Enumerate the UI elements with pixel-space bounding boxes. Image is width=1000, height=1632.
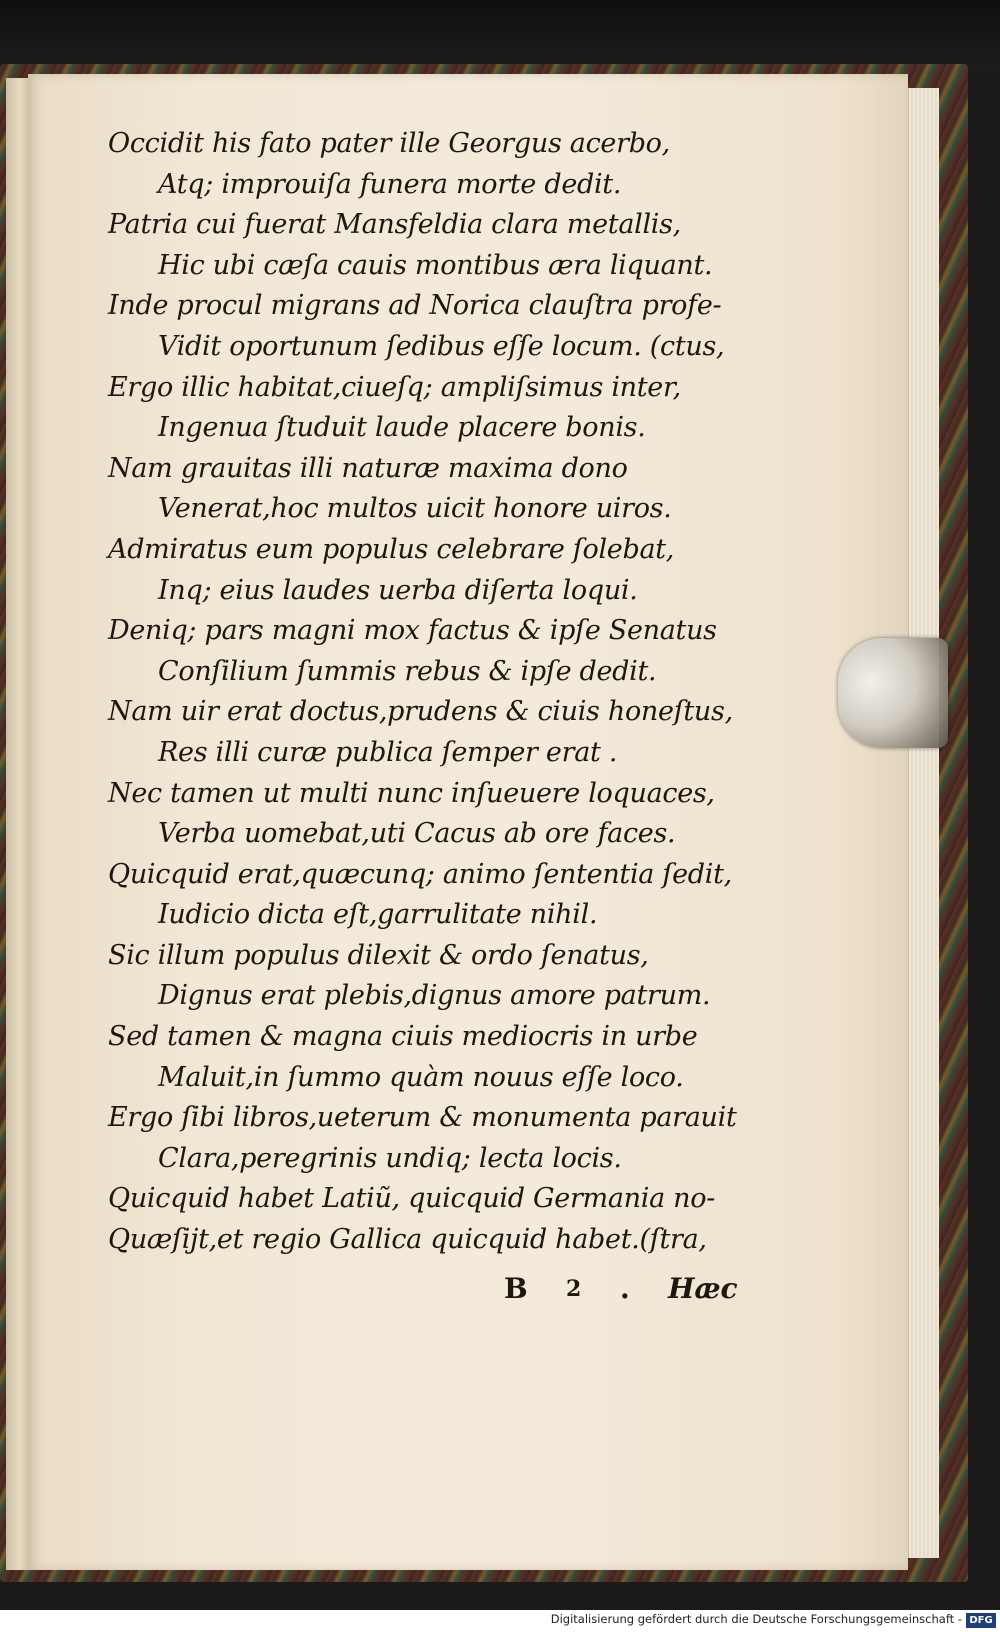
catchword: Hæc (668, 1272, 738, 1305)
verse-text-block (108, 124, 868, 1261)
verse-line: Nec tamen ut multi nunc inſueuere loquaces, (108, 777, 715, 809)
verse-line: Ergo ſibi libros,ueterum & monumenta parauit (108, 1102, 737, 1134)
verse-line: Deniq; pars magni mox factus & ipſe Senatus (108, 615, 717, 647)
verse-line: Conſilium ſummis rebus & ipſe dedit. (158, 655, 657, 687)
verse-line: Admiratus eum populus celebrare ſolebat, (108, 533, 675, 565)
verse-line: Inq; eius laudes uerba diſerta loqui. (158, 574, 638, 606)
verse-line: Dignus erat plebis,dignus amore patrum. (158, 980, 711, 1012)
page-signature-line (108, 1272, 738, 1312)
verse-line: Sed tamen & magna ciuis mediocris in urbe (108, 1021, 698, 1053)
verse-line: Sic illum populus dilexit & ordo ſenatus, (108, 939, 649, 971)
verse-line: Atq; improuiſa funera morte dedit. (158, 168, 622, 200)
verse-line: Maluit,in ſummo quàm nouus eſſe loco. (158, 1061, 684, 1093)
scan-backdrop (0, 0, 1000, 70)
page-stack-edge (908, 88, 939, 1558)
dfg-logo: DFG (966, 1613, 996, 1628)
verse-line: Ingenua ſtuduit laude placere bonis. (158, 412, 646, 444)
verse-line: Inde procul migrans ad Norica clauſtra profe- (108, 290, 722, 322)
verse-line: Vidit oportunum ſedibus eſſe locum. (ctus, (158, 330, 725, 362)
verse-line: Hic ubi cæſa cauis montibus æra liquant. (158, 249, 713, 281)
verse-line: Nam grauitas illi naturæ maxima dono (108, 452, 628, 484)
verse-line: Verba uomebat,uti Cacus ab ore faces. (158, 818, 676, 850)
verse-line: Occidit his fato pater ille Georgus acerbo, (108, 128, 670, 159)
signature-number: 2 (566, 1276, 582, 1302)
funding-credit: Digitalisierung gefördert durch die Deutsche Forschungsgemeinschaft - (550, 1612, 962, 1626)
verse-line: Clara,peregrinis undiq; lecta locis. (158, 1142, 622, 1174)
verse-line: Venerat,hoc multos uicit honore uiros. (158, 493, 672, 525)
verse-line: Iudicio dicta eſt,garrulitate nihil. (158, 899, 598, 931)
signature-mark: B (504, 1272, 528, 1305)
verse-line: Quicquid erat,quæcunq; animo ſententia ſedit, (108, 858, 732, 890)
verse-line: Quicquid habet Latiũ, quicquid Germania no- (108, 1183, 716, 1215)
verse-line: Quæſijt,et regio Gallica quicquid habet.(ſtra, (108, 1224, 707, 1256)
verse-line: Nam uir erat doctus,prudens & ciuis honeſtus, (108, 696, 733, 728)
facing-page-edge (6, 78, 28, 1570)
verse-line: Patria cui fuerat Mansfeldia clara metallis, (108, 209, 681, 241)
signature-dot: . (620, 1272, 630, 1305)
verse-line: Ergo illic habitat,ciueſq; ampliſsimus inter, (108, 371, 681, 403)
verse-line: Res illi curæ publica ſemper erat . (158, 736, 618, 768)
